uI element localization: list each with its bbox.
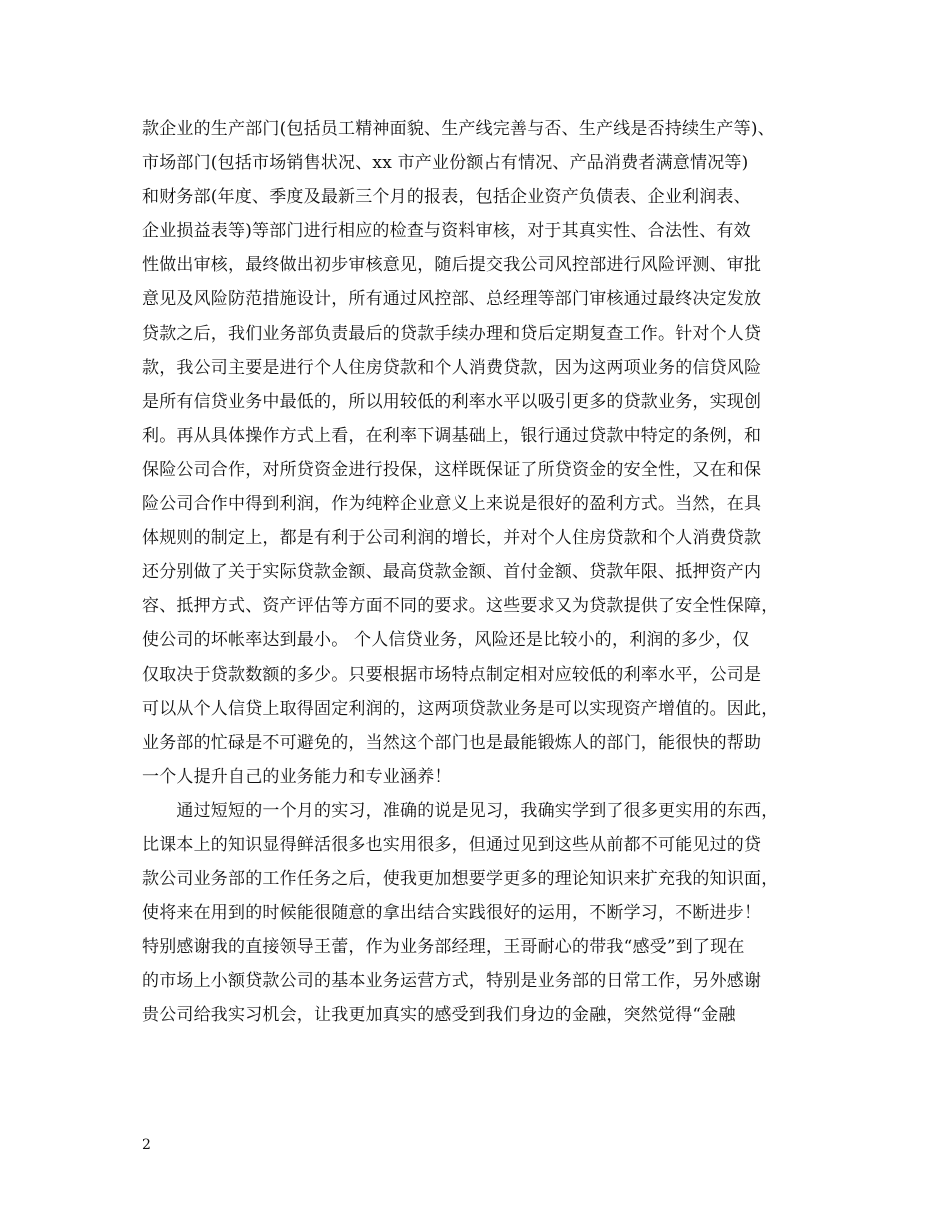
text-line: 体规则的制定上，都是有利于公司利润的增长，并对个人住房贷款和个人消费贷款 (142, 528, 762, 549)
text-line: 使将来在用到的时候能很随意的拿出结合实践很好的运用，不断学习，不断进步！ (142, 903, 762, 924)
text-line: 通过短短的一个月的实习，准确的说是见习，我确实学到了很多更实用的东西， (142, 800, 779, 821)
text-line: 还分别做了关于实际贷款金额、最高贷款金额、首付金额、贷款年限、抵押资产内 (142, 562, 762, 583)
text-line: 一个人提升自己的业务能力和专业涵养！ (142, 766, 452, 787)
text-line: 可以从个人信贷上取得固定利润的，这两项贷款业务是可以实现资产增值的。因此， (142, 698, 779, 719)
text-line: 市场部门(包括市场销售状况、xx 市产业份额占有情况、产品消费者满意情况等) (142, 153, 749, 174)
page-number: 2 (142, 1137, 151, 1153)
text-line: 业务部的忙碌是不可避免的，当然这个部门也是最能锻炼人的部门，能很快的帮助 (142, 732, 762, 753)
text-line: 是所有信贷业务中最低的，所以用较低的利率水平以吸引更多的贷款业务，实现创 (142, 391, 762, 412)
text-line: 利。再从具体操作方式上看，在利率下调基础上，银行通过贷款中特定的条例，和 (142, 425, 762, 446)
text-line: 容、抵押方式、资产评估等方面不同的要求。这些要求又为贷款提供了安全性保障， (142, 596, 779, 617)
text-line: 贷款之后，我们业务部负责最后的贷款手续办理和贷后定期复查工作。针对个人贷 (142, 323, 762, 344)
body-text (142, 112, 832, 1033)
text-line: 的市场上小额贷款公司的基本业务运营方式，特别是业务部的日常工作，另外感谢 (142, 971, 762, 992)
text-line: 企业损益表等)等部门进行相应的检查与资料审核，对于其真实性、合法性、有效 (142, 221, 751, 242)
text-line: 使公司的坏帐率达到最小。 个人信贷业务，风险还是比较小的，利润的多少，仅 (142, 630, 750, 651)
text-line: 特别感谢我的直接领导王蕾，作为业务部经理，王哥耐心的带我“感受”到了现在 (142, 937, 745, 958)
text-line: 款企业的生产部门(包括员工精神面貌、生产线完善与否、生产线是否持续生产等)、 (142, 119, 775, 139)
text-line: 贵公司给我实习机会，让我更加真实的感受到我们身边的金融，突然觉得“金融 (142, 1005, 736, 1026)
text-line: 和财务部(年度、季度及最新三个月的报表，包括企业资产负债表、企业利润表、 (142, 187, 751, 208)
text-line: 仅取决于贷款数额的多少。只要根据市场特点制定相对应较低的利率水平，公司是 (142, 664, 762, 685)
text-line: 款公司业务部的工作任务之后，使我更加想要学更多的理论知识来扩充我的知识面， (142, 869, 779, 890)
text-line: 意见及风险防范措施设计，所有通过风控部、总经理等部门审核通过最终决定发放 (142, 289, 762, 310)
text-line: 险公司合作中得到利润，作为纯粹企业意义上来说是很好的盈利方式。当然，在具 (142, 494, 762, 515)
text-line: 款，我公司主要是进行个人住房贷款和个人消费贷款，因为这两项业务的信贷风险 (142, 357, 762, 378)
text-line: 性做出审核，最终做出初步审核意见，随后提交我公司风控部进行风险评测、审批 (142, 255, 762, 276)
text-line: 保险公司合作，对所贷资金进行投保，这样既保证了所贷资金的安全性，又在和保 (142, 459, 762, 480)
text-line: 比课本上的知识显得鲜活很多也实用很多，但通过见到这些从前都不可能见过的贷 (142, 834, 762, 855)
